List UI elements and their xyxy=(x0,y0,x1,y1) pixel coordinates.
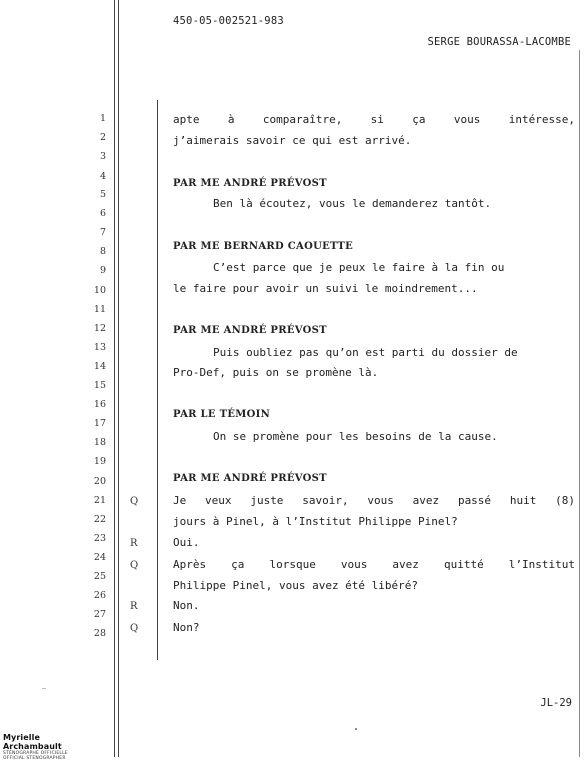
transcript-line: Non. xyxy=(173,599,200,612)
line-number: 14 xyxy=(93,361,106,372)
transcript-line: Puis oubliez pas qu’on est parti du dossier de xyxy=(213,346,518,359)
scan-speck xyxy=(42,688,46,689)
line-number: 16 xyxy=(93,399,106,410)
line-number: 3 xyxy=(99,151,106,162)
qr-marker: R xyxy=(130,538,138,549)
witness-name: SERGE BOURASSA-LACOMBE xyxy=(427,36,571,48)
stenographer-name: Myrielle Archambault xyxy=(3,733,62,751)
line-number: 21 xyxy=(93,495,106,506)
line-number: 24 xyxy=(93,552,106,563)
transcript-line: jours à Pinel, à l’Institut Philippe Pinel? xyxy=(173,515,458,528)
stenographer-title-fr: STÉNOGRAPHE OFFICIELLE xyxy=(3,751,68,756)
line-number: 28 xyxy=(93,628,106,639)
line-number: 7 xyxy=(99,227,106,238)
line-number: 19 xyxy=(93,456,106,467)
line-number: 27 xyxy=(93,609,106,620)
page-id: JL-29 xyxy=(540,697,572,709)
document-number: 450-05-002521-983 xyxy=(173,15,284,27)
right-margin-rule xyxy=(579,50,580,757)
qr-marker: R xyxy=(130,601,138,612)
margin-rule-2 xyxy=(118,0,119,757)
line-number: 17 xyxy=(93,418,106,429)
line-number: 6 xyxy=(99,208,106,219)
line-number: 22 xyxy=(93,514,106,525)
line-number: 12 xyxy=(93,323,106,334)
line-number: 18 xyxy=(93,437,106,448)
line-number: 4 xyxy=(99,171,106,182)
line-number: 26 xyxy=(93,590,106,601)
speaker-heading: PAR LE TÉMOIN xyxy=(173,409,271,420)
line-number: 9 xyxy=(99,265,106,276)
qr-marker: Q xyxy=(130,496,139,507)
transcript-line: Après ça lorsque vous avez quitté l’Institut xyxy=(173,558,575,571)
transcript-line: Philippe Pinel, vous avez été libéré? xyxy=(173,579,419,592)
line-number: 15 xyxy=(93,380,106,391)
scan-speck xyxy=(355,728,357,730)
line-number: 5 xyxy=(99,189,106,200)
line-number: 13 xyxy=(93,342,106,353)
margin-rule-3 xyxy=(157,100,158,660)
speaker-heading: PAR ME ANDRÉ PRÉVOST xyxy=(173,178,327,189)
line-number: 8 xyxy=(99,246,106,257)
transcript-line: apte à comparaître, si ça vous intéresse, xyxy=(173,113,575,126)
transcript-line: Oui. xyxy=(173,536,200,549)
stenographer-title-en: OFFICIAL STENOGRAPHER xyxy=(3,756,66,761)
line-number: 2 xyxy=(99,132,106,143)
transcript-line: On se promène pour les besoins de la cause. xyxy=(213,430,498,443)
line-number: 11 xyxy=(93,304,106,315)
line-number: 10 xyxy=(93,285,106,296)
transcript-line: le faire pour avoir un suivi le moindrement... xyxy=(173,282,478,295)
qr-marker: Q xyxy=(130,623,139,634)
line-number: 23 xyxy=(93,533,106,544)
margin-rule-1 xyxy=(114,0,115,757)
line-number: 1 xyxy=(99,113,106,124)
speaker-heading: PAR ME BERNARD CAOUETTE xyxy=(173,241,354,252)
speaker-heading: PAR ME ANDRÉ PRÉVOST xyxy=(173,473,327,484)
transcript-line: C’est parce que je peux le faire à la fin ou xyxy=(213,261,505,274)
transcript-line: Non? xyxy=(173,621,200,634)
transcript-line: Pro-Def, puis on se promène là. xyxy=(173,366,379,379)
line-number: 20 xyxy=(93,476,106,487)
transcript-line: Je veux juste savoir, vous avez passé huit (8) xyxy=(173,494,575,507)
transcript-line: j’aimerais savoir ce qui est arrivé. xyxy=(173,134,412,147)
speaker-heading: PAR ME ANDRÉ PRÉVOST xyxy=(173,325,327,336)
transcript-line: Ben là écoutez, vous le demanderez tantôt. xyxy=(213,197,492,210)
line-number: 25 xyxy=(93,571,106,582)
qr-marker: Q xyxy=(130,560,139,571)
